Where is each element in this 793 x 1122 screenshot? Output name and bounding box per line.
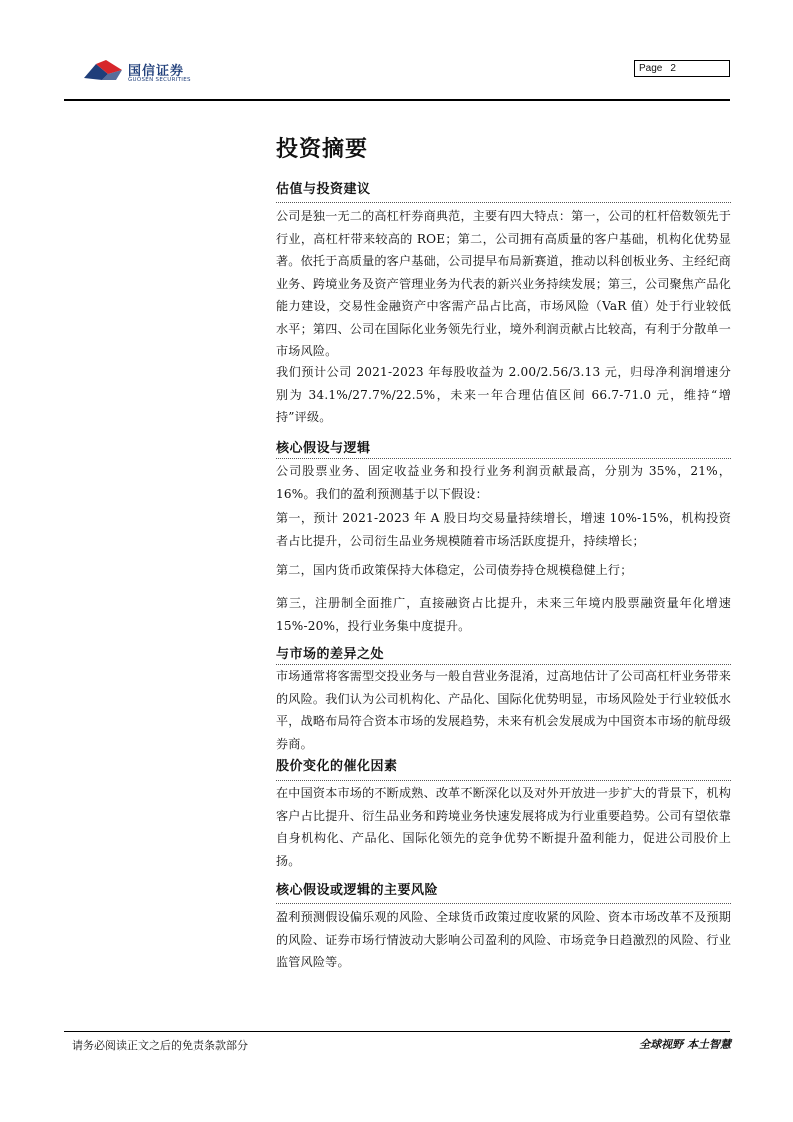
- company-logo: [82, 58, 202, 86]
- section-divider: [276, 903, 731, 904]
- footer-slogan: 全球视野 本土智慧: [639, 1038, 731, 1051]
- paragraph-assumption-3: 第三，注册制全面推广，直接融资占比提升，未来三年境内股票融资量年化增速 15%-20%，投行业务集中度提升。: [276, 596, 731, 633]
- section-heading-catalysts: 股价变化的催化因素: [276, 759, 398, 774]
- paragraph-profit-contribution: 公司股票业务、固定收益业务和投行业务利润贡献最高，分别为 35%，21%，16%。我们的盈利预测基于以下假设：: [276, 464, 731, 501]
- section-divider: [276, 202, 731, 203]
- page-number: 2: [670, 63, 676, 74]
- paragraph-risks: 盈利预测假设偏乐观的风险、全球货币政策过度收紧的风险、资本市场改革不及预期的风险、证券市场行情波动大影响公司盈利的风险、市场竞争日趋激烈的风险、行业监管风险等。: [276, 910, 731, 969]
- section-heading-risks: 核心假设或逻辑的主要风险: [276, 883, 439, 898]
- page-label: Page: [639, 63, 663, 74]
- logo-mark-icon: [82, 58, 126, 84]
- section-heading-valuation: 估值与投资建议: [276, 182, 371, 197]
- logo-text-cn: 国信证券: [128, 64, 185, 79]
- page-title: 投资摘要: [276, 136, 369, 162]
- paragraph-assumption-1: 第一，预计 2021-2023 年 A 股日均交易量持续增长，增速 10%-15%，机构投资者占比提升，公司衍生品业务规模随着市场活跃度提升，持续增长；: [276, 511, 731, 548]
- paragraph-catalysts: 在中国资本市场的不断成熟、改革不断深化以及对外开放进一步扩大的背景下，机构客户占比提升、衍生品业务和跨境业务快速发展将成为行业重要趋势。公司有望依靠自身机构化、产品化、国际化领先的竞争优势不断提升盈利能力，促进公司股价上扬。: [276, 786, 731, 868]
- logo-text-en: GUOSEN SECURITIES: [128, 77, 191, 83]
- paragraph-eps-forecast: 我们预计公司 2021-2023 年每股收益为 2.00/2.56/3.13 元，归母净利润增速分别为 34.1%/27.7%/22.5%，未来一年合理估值区间 66.7-71.0 元，维持“增持”评级。: [276, 365, 731, 424]
- paragraph-market-difference: 市场通常将客需型交投业务与一般自营业务混淆，过高地估计了公司高杠杆业务带来的风险。我们认为公司机构化、产品化、国际化优势明显，市场风险处于行业较低水平，战略布局符合资本市场的发展趋势，未来有机会发展成为中国资本市场的航母级券商。: [276, 669, 731, 751]
- section-divider: [276, 458, 731, 459]
- section-heading-market-difference: 与市场的差异之处: [276, 647, 385, 662]
- paragraph-company-features: 公司是独一无二的高杠杆券商典范，主要有四大特点：第一，公司的杠杆倍数领先于行业，高杠杆带来较高的 ROE；第二，公司拥有高质量的客户基础，机构化优势显著。依托于高质量的客户基础，公司提早布局新赛道，推动以科创板业务、主经纪商业务、跨境业务及资产管理业务为代表的新兴业务持续发展；第三，公司聚焦产品化能力建设，交易性金融资产中客需产品占比高，市场风险（VaR 值）处于行业较低水平；第四、公司在国际化业务领先行业，境外利润贡献占比较高，有利于分散单一市场风险。: [276, 209, 731, 358]
- paragraph-assumption-2: 第二，国内货币政策保持大体稳定，公司债券持仓规模稳健上行；: [276, 563, 633, 577]
- header-divider: [64, 99, 730, 101]
- footer-disclaimer: 请务必阅读正文之后的免责条款部分: [72, 1039, 248, 1052]
- page-indicator: [634, 60, 730, 77]
- section-divider: [276, 780, 731, 781]
- footer-divider: [64, 1031, 730, 1032]
- section-heading-core-assumptions: 核心假设与逻辑: [276, 441, 371, 456]
